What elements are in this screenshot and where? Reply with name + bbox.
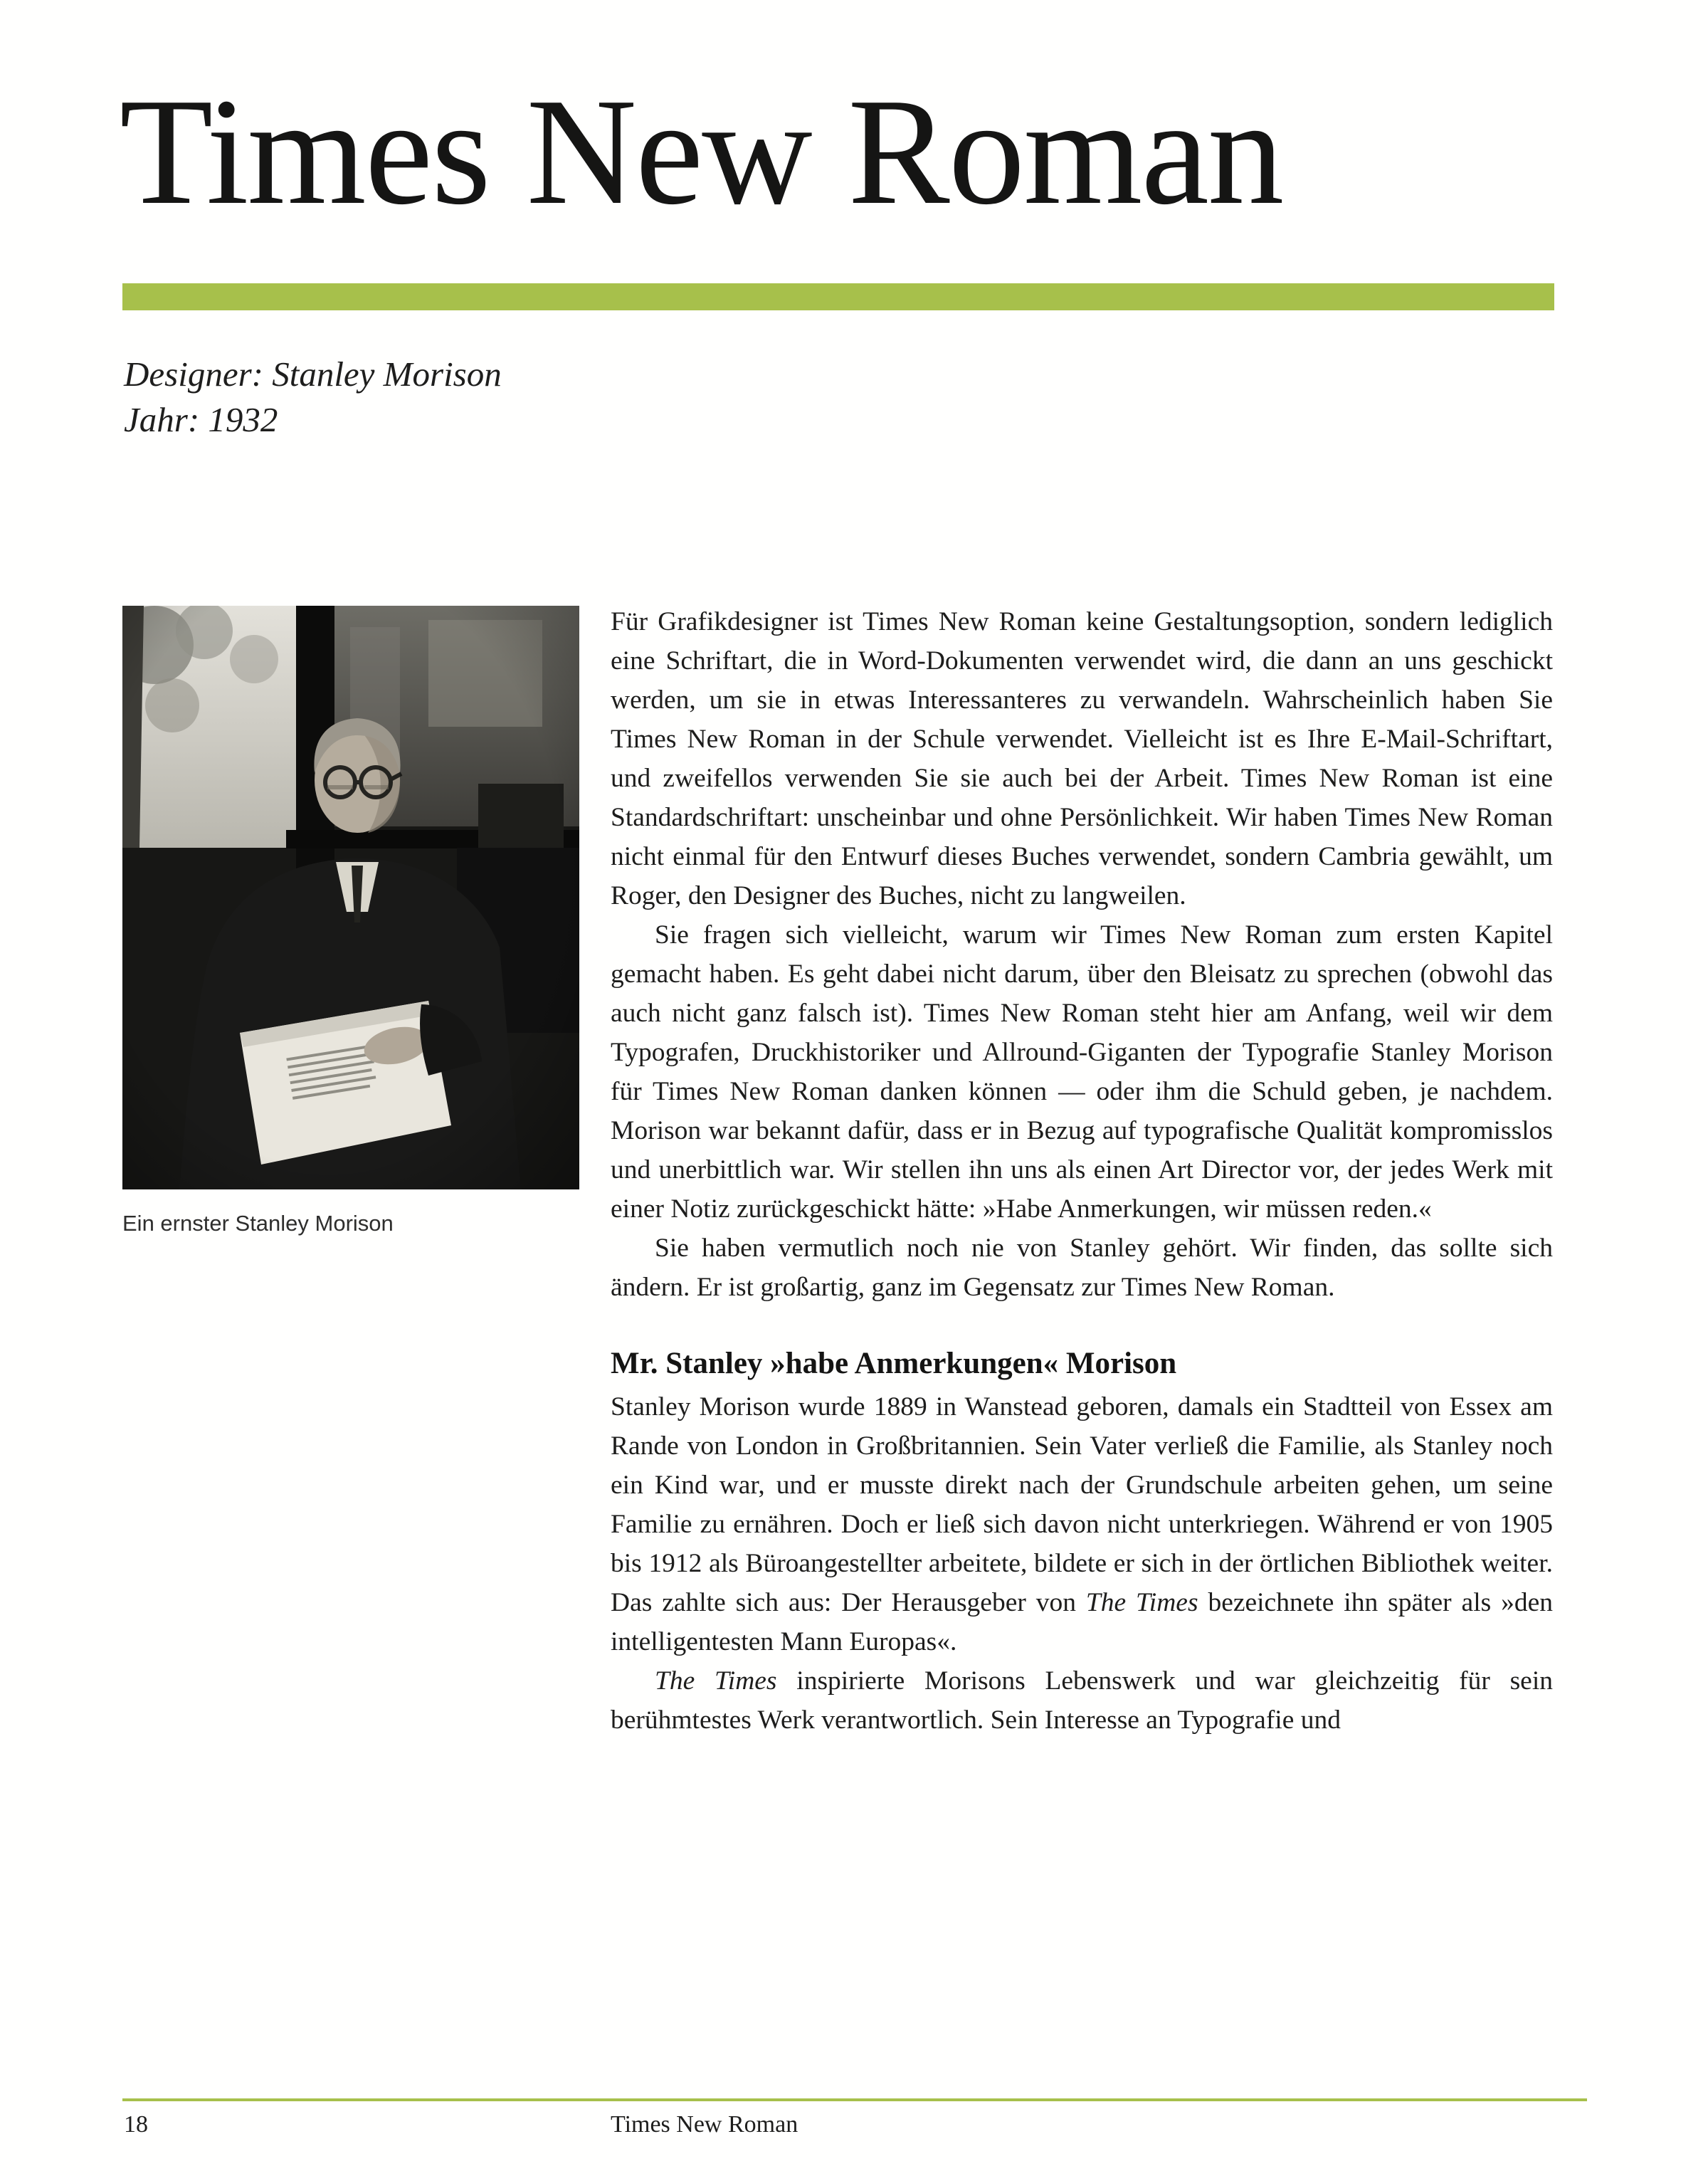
paragraph: Sie fragen sich vielleicht, warum wir Times New Roman zum ersten Kapitel gemacht haben. Es geht dabei nicht darum, über den Bleisatz zu sprechen (obwohl das auch nicht ganz falsch ist). Times New Roman steht hier am Anfang, weil wir dem Typografen, Druckhistoriker und Allround-Giganten der Typografie Stanley Morison für Times New Roman danken können — oder ihm die Schuld geben, je nachdem. Morison war bekannt dafür, dass er in Bezug auf typografische Qualität kompromisslos und unerbittlich war. Wir stellen ihn uns als einen Art Director vor, der jedes Werk mit einer Notiz zurückgeschickt hätte: »Habe Anmerkungen, wir müssen reden.« bbox=[611, 920, 1553, 1224]
photo-caption: Ein ernster Stanley Morison bbox=[122, 1211, 394, 1236]
page-number: 18 bbox=[124, 2111, 148, 2138]
paragraph: Für Grafikdesigner ist Times New Roman keine Gestaltungsoption, sondern lediglich eine Schriftart, die in Word-Dokumenten verwendet wird, die dann an uns geschickt werden, um sie in etwas Interessanteres zu verwandeln. Wahrscheinlich haben Sie Times New Roman in der Schule verwendet. Vielleicht ist es Ihre E-Mail-Schriftart, und zweifellos verwenden Sie sie auch bei der Arbeit. Times New Roman ist eine Standardschriftart: unscheinbar und ohne Persönlichkeit. Wir haben Times New Roman nicht einmal für den Entwurf dieses Buches verwendet, sondern Cambria gewählt, um Roger, den Designer des Buches, nicht zu langweilen. bbox=[611, 607, 1553, 910]
section-heading: Mr. Stanley »habe Anmerkungen« Morison bbox=[611, 1347, 1177, 1380]
designer-block bbox=[124, 352, 502, 443]
morison-photo-illustration bbox=[122, 606, 579, 1189]
paragraph: The Times inspirierte Morisons Lebenswerk und war gleichzeitig für sein berühmtestes Werk verantwortlich. Sein Interesse an Typografie und bbox=[611, 1666, 1553, 1735]
paragraph: Stanley Morison wurde 1889 in Wanstead geboren, damals ein Stadtteil von Essex am Rande von London in Großbritannien. Sein Vater verließ die Familie, als Stanley noch ein Kind war, und er musste direkt nach der Grundschule arbeiten gehen, um seine Familie zu ernähren. Doch er ließ sich davon nicht unterkriegen. Während er von 1905 bis 1912 als Büroangestellter arbeitete, bildete er sich in der örtlichen Bibliothek weiter. Das zahlte sich aus: Der Herausgeber von The Times bezeichnete ihn später als »den intelligentesten Mann Europas«. bbox=[611, 1392, 1553, 1656]
article-body bbox=[611, 602, 1553, 1740]
running-title: Times New Roman bbox=[611, 2111, 798, 2138]
figure-stanley-morison bbox=[122, 606, 579, 1236]
footer-rule bbox=[122, 2098, 1587, 2101]
paragraph: Sie haben vermutlich noch nie von Stanley gehört. Wir finden, das sollte sich ändern. Er ist großartig, ganz im Gegensatz zur Times New Roman. bbox=[611, 1234, 1553, 1302]
year-line: Jahr: 1932 bbox=[124, 400, 278, 439]
page-title: Times New Roman bbox=[120, 66, 1283, 236]
accent-bar bbox=[122, 283, 1554, 310]
designer-line: Designer: Stanley Morison bbox=[124, 354, 502, 394]
morison-photo bbox=[122, 606, 579, 1189]
